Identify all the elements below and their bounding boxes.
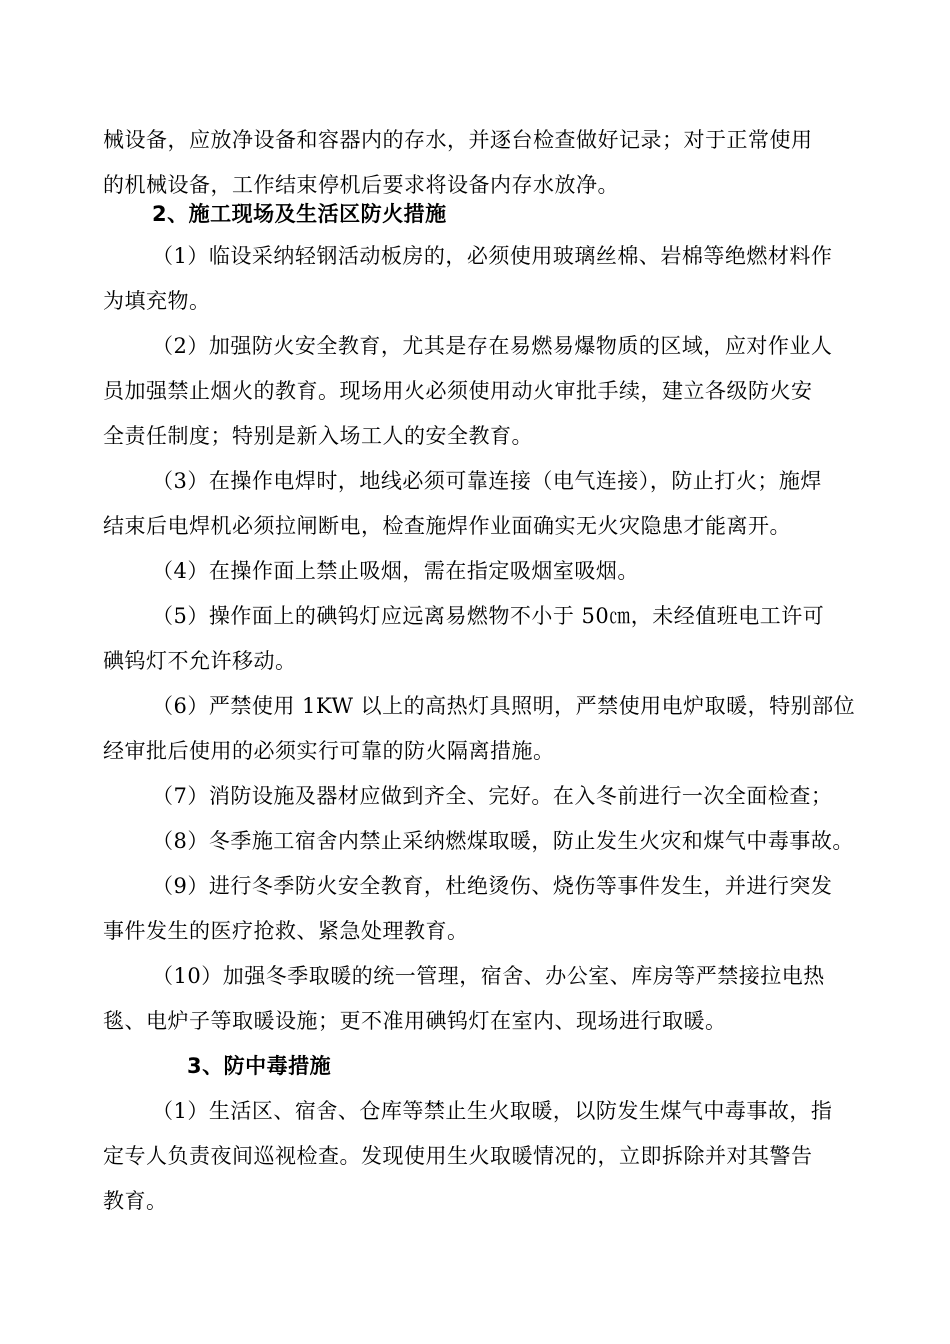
body-line: （9）进行冬季防火安全教育，杜绝烫伤、烧伤等事件发生，并进行突发	[152, 874, 833, 898]
body-line: 结束后电焊机必须拉闸断电，检查施焊作业面确实无火灾隐患才能离开。	[103, 514, 791, 538]
body-line: 毯、电炉子等取暖设施；更不准用碘钨灯在室内、现场进行取暖。	[103, 1009, 727, 1033]
body-line: 定专人负责夜间巡视检查。发现使用生火取暖情况的，立即拆除并对其警告	[103, 1144, 813, 1168]
body-line: 事件发生的医疗抢救、紧急处理教育。	[103, 919, 469, 943]
body-line: 械设备，应放净设备和容器内的存水，并逐台检查做好记录；对于正常使用	[103, 128, 813, 152]
section-heading: 3、防中毒措施	[187, 1054, 332, 1078]
body-line: （5）操作面上的碘钨灯应远离易燃物不小于 50㎝，未经值班电工许可	[152, 604, 825, 628]
body-line: （1）临设采纳轻钢活动板房的，必须使用玻璃丝棉、岩棉等绝燃材料作	[152, 244, 833, 268]
body-line: 全责任制度；特别是新入场工人的安全教育。	[103, 424, 533, 448]
body-line: （4）在操作面上禁止吸烟，需在指定吸烟室吸烟。	[152, 559, 639, 583]
body-line: （7）消防设施及器材应做到齐全、完好。在入冬前进行一次全面检查；	[152, 784, 833, 808]
body-line: （2）加强防火安全教育，尤其是存在易燃易爆物质的区域，应对作业人	[152, 334, 833, 358]
body-line: 员加强禁止烟火的教育。现场用火必须使用动火审批手续，建立各级防火安	[103, 379, 813, 403]
body-line: （10）加强冬季取暖的统一管理，宿舍、办公室、库房等严禁接拉电热	[152, 964, 825, 988]
body-line: （3）在操作电焊时，地线必须可靠连接（电气连接），防止打火；施焊	[152, 469, 822, 493]
body-line: （8）冬季施工宿舍内禁止采纳燃煤取暖，防止发生火灾和煤气中毒事故。	[152, 829, 854, 853]
body-line: 的机械设备，工作结束停机后要求将设备内存水放净。	[103, 173, 619, 197]
body-line: 碘钨灯不允许移动。	[103, 649, 297, 673]
body-line: 教育。	[103, 1189, 168, 1213]
body-line: （1）生活区、宿舍、仓库等禁止生火取暖，以防发生煤气中毒事故，指	[152, 1099, 833, 1123]
section-heading: 2、施工现场及生活区防火措施	[152, 202, 447, 226]
body-line: （6）严禁使用 1KW 以上的高热灯具照明，严禁使用电炉取暖，特别部位	[152, 694, 856, 718]
body-line: 经审批后使用的必须实行可靠的防火隔离措施。	[103, 739, 555, 763]
body-line: 为填充物。	[103, 289, 211, 313]
